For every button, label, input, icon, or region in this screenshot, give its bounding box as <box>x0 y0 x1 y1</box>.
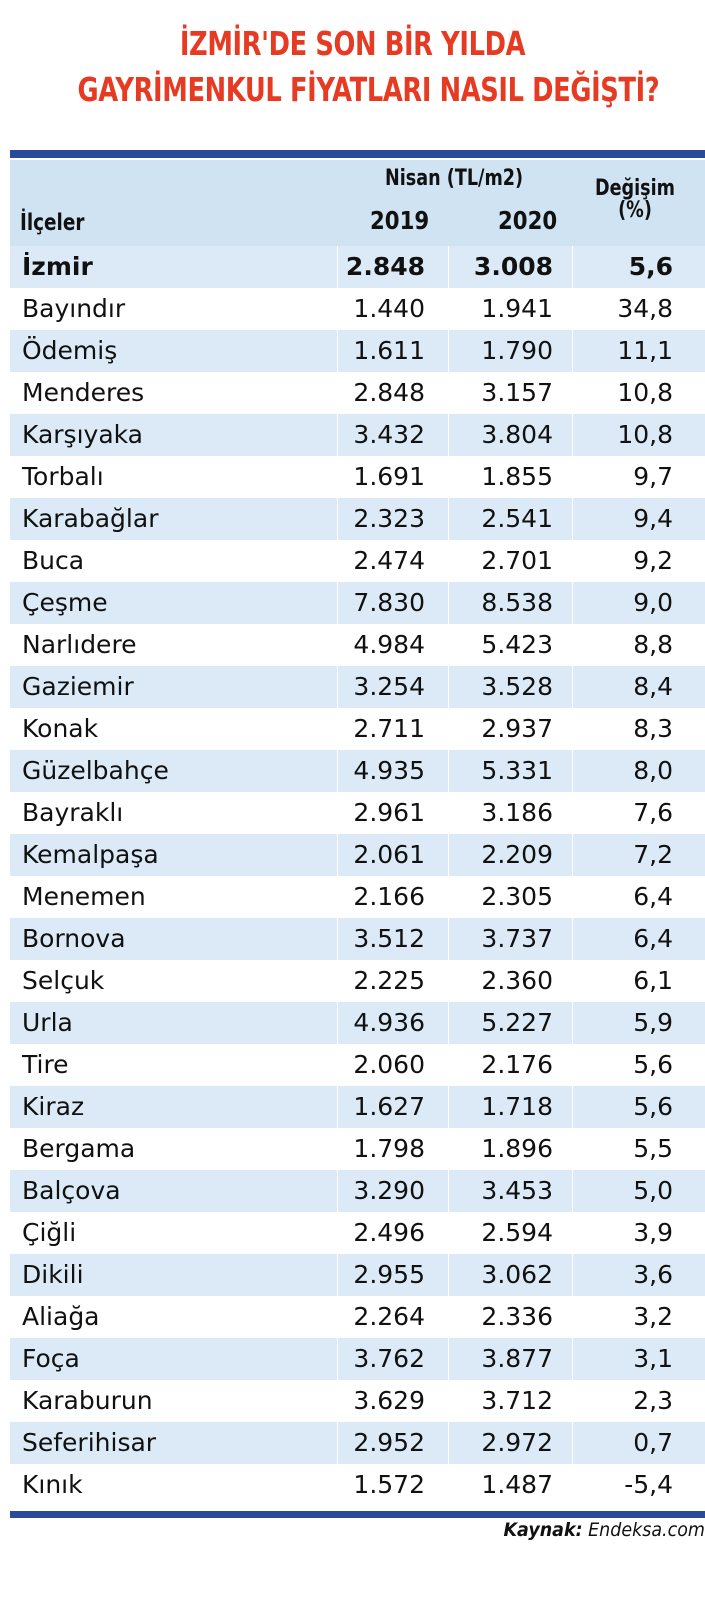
top-rule <box>10 150 705 158</box>
table-row <box>10 918 705 960</box>
column-separator <box>337 960 338 1002</box>
column-separator <box>337 918 338 960</box>
district-cell: Ödemiş <box>22 336 118 365</box>
price-2019-cell: 1.627 <box>353 1092 425 1121</box>
price-2019-cell: 1.440 <box>353 294 425 323</box>
column-separator <box>337 792 338 834</box>
title-line-1: İZMİR'DE SON BİR YILDA <box>179 24 526 63</box>
column-separator <box>572 624 573 666</box>
table-header <box>10 160 705 246</box>
column-separator <box>448 498 449 540</box>
source-credit <box>504 1519 705 1541</box>
price-2020-cell: 1.487 <box>481 1470 553 1499</box>
page-title <box>0 22 705 112</box>
district-cell: Karaburun <box>22 1386 153 1415</box>
column-separator <box>337 834 338 876</box>
price-2019-cell: 3.629 <box>353 1386 425 1415</box>
price-2020-cell: 2.594 <box>481 1218 553 1247</box>
price-2019-cell: 7.830 <box>353 588 425 617</box>
district-cell: Gaziemir <box>22 672 134 701</box>
column-separator <box>572 918 573 960</box>
price-2020-cell: 3.186 <box>481 798 553 827</box>
price-2020-cell: 2.972 <box>481 1428 553 1457</box>
change-cell: 8,8 <box>633 630 673 659</box>
district-cell: Menemen <box>22 882 146 911</box>
price-2020-cell: 3.528 <box>481 672 553 701</box>
column-separator <box>337 498 338 540</box>
price-2019-cell: 2.061 <box>353 840 425 869</box>
table-row <box>10 792 705 834</box>
district-cell: Bergama <box>22 1134 136 1163</box>
price-2020-cell: 5.423 <box>481 630 553 659</box>
change-cell: 5,0 <box>633 1176 673 1205</box>
price-2020-cell: 3.737 <box>481 924 553 953</box>
table-row <box>10 582 705 624</box>
table-row <box>10 246 705 288</box>
price-2020-cell: 5.331 <box>481 756 553 785</box>
price-2019-cell: 3.432 <box>353 420 425 449</box>
price-2020-cell: 3.157 <box>481 378 553 407</box>
change-cell: 10,8 <box>617 378 673 407</box>
district-cell: Narlıdere <box>22 630 137 659</box>
table-row <box>10 414 705 456</box>
change-cell: 9,0 <box>633 588 673 617</box>
change-cell: 9,4 <box>633 504 673 533</box>
change-cell: -5,4 <box>624 1470 673 1499</box>
column-separator <box>572 1338 573 1380</box>
column-separator <box>448 1296 449 1338</box>
column-separator <box>572 540 573 582</box>
header-district: İlçeler <box>20 210 85 236</box>
change-cell: 8,0 <box>633 756 673 785</box>
price-2019-cell: 2.225 <box>353 966 425 995</box>
column-separator <box>448 1002 449 1044</box>
district-cell: Bayındır <box>22 294 126 323</box>
column-separator <box>448 960 449 1002</box>
column-separator <box>337 708 338 750</box>
column-separator <box>572 1380 573 1422</box>
column-separator <box>337 1212 338 1254</box>
price-table <box>10 160 705 1506</box>
price-2019-cell: 4.935 <box>353 756 425 785</box>
district-cell: Seferihisar <box>22 1428 157 1457</box>
column-separator <box>337 1380 338 1422</box>
price-2020-cell: 1.718 <box>481 1092 553 1121</box>
column-separator <box>448 1422 449 1464</box>
change-cell: 6,4 <box>633 924 673 953</box>
district-cell: Bayraklı <box>22 798 124 827</box>
district-cell: Bornova <box>22 924 126 953</box>
table-row <box>10 498 705 540</box>
header-2019: 2019 <box>370 206 430 235</box>
price-2020-cell: 2.305 <box>481 882 553 911</box>
column-separator <box>448 708 449 750</box>
change-cell: 3,9 <box>633 1218 673 1247</box>
column-separator <box>572 582 573 624</box>
price-2020-cell: 2.701 <box>481 546 553 575</box>
column-separator <box>572 960 573 1002</box>
price-2019-cell: 2.848 <box>345 252 425 281</box>
column-separator <box>572 1296 573 1338</box>
column-separator <box>337 876 338 918</box>
column-separator <box>337 1296 338 1338</box>
change-cell: 5,6 <box>633 1092 673 1121</box>
column-separator <box>337 750 338 792</box>
district-cell: Konak <box>22 714 99 743</box>
title-line-2: GAYRİMENKUL FİYATLARI NASIL DEĞİŞTİ? <box>77 70 660 109</box>
column-separator <box>337 624 338 666</box>
change-cell: 9,7 <box>633 462 673 491</box>
price-2020-cell: 2.336 <box>481 1302 553 1331</box>
price-2019-cell: 3.290 <box>353 1176 425 1205</box>
table-row <box>10 1212 705 1254</box>
change-cell: 8,4 <box>633 672 673 701</box>
change-cell: 11,1 <box>617 336 673 365</box>
column-separator <box>448 1170 449 1212</box>
district-cell: Karşıyaka <box>22 420 143 449</box>
column-separator <box>448 1380 449 1422</box>
column-separator <box>448 1254 449 1296</box>
district-cell: Güzelbahçe <box>22 756 169 785</box>
price-2020-cell: 3.008 <box>473 252 553 281</box>
price-2020-cell: 3.712 <box>481 1386 553 1415</box>
table-row <box>10 1044 705 1086</box>
price-2020-cell: 1.941 <box>481 294 553 323</box>
change-cell: 3,6 <box>633 1260 673 1289</box>
price-2019-cell: 2.711 <box>353 714 425 743</box>
change-cell: 6,4 <box>633 882 673 911</box>
column-separator <box>572 288 573 330</box>
column-separator <box>572 1044 573 1086</box>
table-row <box>10 330 705 372</box>
table-body <box>10 246 705 1506</box>
table-row <box>10 1464 705 1506</box>
change-cell: 8,3 <box>633 714 673 743</box>
price-2019-cell: 1.798 <box>353 1134 425 1163</box>
column-separator <box>337 414 338 456</box>
column-separator <box>337 666 338 708</box>
district-cell: Kemalpaşa <box>22 840 159 869</box>
column-separator <box>448 624 449 666</box>
table-row <box>10 1128 705 1170</box>
table-row <box>10 1338 705 1380</box>
column-separator <box>572 372 573 414</box>
column-separator <box>572 1086 573 1128</box>
column-separator <box>337 246 338 288</box>
header-group-label: Nisan (TL/m2) <box>385 166 524 191</box>
column-separator <box>448 792 449 834</box>
column-separator <box>572 666 573 708</box>
column-separator <box>572 834 573 876</box>
table-row <box>10 708 705 750</box>
table-row <box>10 834 705 876</box>
district-cell: Çeşme <box>22 588 108 617</box>
column-separator <box>572 1128 573 1170</box>
column-separator <box>572 1464 573 1506</box>
column-separator <box>337 456 338 498</box>
district-cell: Foça <box>22 1344 80 1373</box>
table-row <box>10 1170 705 1212</box>
district-cell: İzmir <box>22 252 93 281</box>
header-change-line2: (%) <box>618 198 652 223</box>
column-separator <box>448 414 449 456</box>
column-separator <box>337 582 338 624</box>
price-2019-cell: 1.572 <box>353 1470 425 1499</box>
column-separator <box>448 666 449 708</box>
price-2019-cell: 1.611 <box>353 336 425 365</box>
column-separator <box>337 1086 338 1128</box>
column-separator <box>572 330 573 372</box>
column-separator <box>572 876 573 918</box>
price-2019-cell: 2.060 <box>353 1050 425 1079</box>
district-cell: Menderes <box>22 378 145 407</box>
change-cell: 6,1 <box>633 966 673 995</box>
table-row <box>10 1086 705 1128</box>
column-separator <box>448 540 449 582</box>
column-separator <box>448 834 449 876</box>
column-separator <box>572 246 573 288</box>
table-row <box>10 456 705 498</box>
table-row <box>10 750 705 792</box>
change-cell: 3,1 <box>633 1344 673 1373</box>
header-2020: 2020 <box>498 206 558 235</box>
column-separator <box>572 750 573 792</box>
column-separator <box>572 792 573 834</box>
column-separator <box>337 1002 338 1044</box>
price-2020-cell: 2.176 <box>481 1050 553 1079</box>
column-separator <box>337 288 338 330</box>
price-2020-cell: 3.804 <box>481 420 553 449</box>
change-cell: 10,8 <box>617 420 673 449</box>
price-2020-cell: 1.790 <box>481 336 553 365</box>
column-separator <box>448 1212 449 1254</box>
change-cell: 34,8 <box>617 294 673 323</box>
table-row <box>10 666 705 708</box>
district-cell: Tire <box>22 1050 69 1079</box>
bottom-rule <box>10 1511 705 1518</box>
district-cell: Selçuk <box>22 966 105 995</box>
price-2019-cell: 4.984 <box>353 630 425 659</box>
table-row <box>10 1254 705 1296</box>
column-separator <box>337 1422 338 1464</box>
price-2019-cell: 2.496 <box>353 1218 425 1247</box>
district-cell: Balçova <box>22 1176 121 1205</box>
price-2020-cell: 1.855 <box>481 462 553 491</box>
column-separator <box>337 1044 338 1086</box>
price-2020-cell: 2.360 <box>481 966 553 995</box>
change-cell: 2,3 <box>633 1386 673 1415</box>
column-separator <box>572 414 573 456</box>
change-cell: 5,9 <box>633 1008 673 1037</box>
price-2020-cell: 3.877 <box>481 1344 553 1373</box>
price-2019-cell: 2.166 <box>353 882 425 911</box>
column-separator <box>337 540 338 582</box>
change-cell: 9,2 <box>633 546 673 575</box>
price-2020-cell: 2.209 <box>481 840 553 869</box>
price-2019-cell: 3.254 <box>353 672 425 701</box>
column-separator <box>337 1170 338 1212</box>
change-cell: 7,2 <box>633 840 673 869</box>
column-separator <box>337 1338 338 1380</box>
change-cell: 5,5 <box>633 1134 673 1163</box>
column-separator <box>337 372 338 414</box>
column-separator <box>572 1254 573 1296</box>
price-2019-cell: 2.952 <box>353 1428 425 1457</box>
column-separator <box>572 1002 573 1044</box>
column-separator <box>572 1422 573 1464</box>
price-2020-cell: 1.896 <box>481 1134 553 1163</box>
column-separator <box>448 1128 449 1170</box>
column-separator <box>572 498 573 540</box>
column-separator <box>572 456 573 498</box>
column-separator <box>572 708 573 750</box>
price-2019-cell: 2.955 <box>353 1260 425 1289</box>
column-separator <box>448 1338 449 1380</box>
table-row <box>10 1296 705 1338</box>
table-row <box>10 960 705 1002</box>
price-2020-cell: 8.538 <box>481 588 553 617</box>
price-2019-cell: 2.848 <box>353 378 425 407</box>
price-2020-cell: 3.453 <box>481 1176 553 1205</box>
column-separator <box>337 1464 338 1506</box>
column-separator <box>337 1128 338 1170</box>
district-cell: Torbalı <box>22 462 104 491</box>
price-2019-cell: 4.936 <box>353 1008 425 1037</box>
column-separator <box>337 330 338 372</box>
table-row <box>10 1002 705 1044</box>
price-2019-cell: 3.512 <box>353 924 425 953</box>
table-row <box>10 1422 705 1464</box>
table-row <box>10 540 705 582</box>
price-2020-cell: 5.227 <box>481 1008 553 1037</box>
district-cell: Urla <box>22 1008 73 1037</box>
change-cell: 5,6 <box>628 252 673 281</box>
source-label: Kaynak: <box>503 1519 583 1541</box>
district-cell: Kınık <box>22 1470 83 1499</box>
column-separator <box>448 330 449 372</box>
price-2019-cell: 2.323 <box>353 504 425 533</box>
district-cell: Çiğli <box>22 1218 77 1247</box>
district-cell: Kiraz <box>22 1092 85 1121</box>
district-cell: Buca <box>22 546 85 575</box>
change-cell: 0,7 <box>633 1428 673 1457</box>
column-separator <box>448 246 449 288</box>
price-2019-cell: 2.474 <box>353 546 425 575</box>
price-2019-cell: 2.264 <box>353 1302 425 1331</box>
table-row <box>10 876 705 918</box>
table-row <box>10 624 705 666</box>
column-separator <box>572 1212 573 1254</box>
district-cell: Dikili <box>22 1260 84 1289</box>
header-change <box>595 178 675 222</box>
price-2020-cell: 2.541 <box>481 504 553 533</box>
price-2020-cell: 2.937 <box>481 714 553 743</box>
table-row <box>10 288 705 330</box>
change-cell: 3,2 <box>633 1302 673 1331</box>
change-cell: 5,6 <box>633 1050 673 1079</box>
column-separator <box>448 1086 449 1128</box>
price-2019-cell: 2.961 <box>353 798 425 827</box>
column-separator <box>337 1254 338 1296</box>
source-value: Endeksa.com <box>588 1519 705 1541</box>
column-separator <box>448 1464 449 1506</box>
header-change-line1: Değişim <box>595 176 676 201</box>
column-separator <box>448 582 449 624</box>
price-2019-cell: 3.762 <box>353 1344 425 1373</box>
change-cell: 7,6 <box>633 798 673 827</box>
district-cell: Aliağa <box>22 1302 100 1331</box>
column-separator <box>448 750 449 792</box>
column-separator <box>572 1170 573 1212</box>
table-row <box>10 1380 705 1422</box>
price-2020-cell: 3.062 <box>481 1260 553 1289</box>
table-row <box>10 372 705 414</box>
column-separator <box>448 372 449 414</box>
district-cell: Karabağlar <box>22 504 159 533</box>
column-separator <box>448 876 449 918</box>
column-separator <box>448 1044 449 1086</box>
column-separator <box>448 456 449 498</box>
column-separator <box>448 288 449 330</box>
price-2019-cell: 1.691 <box>353 462 425 491</box>
column-separator <box>448 918 449 960</box>
